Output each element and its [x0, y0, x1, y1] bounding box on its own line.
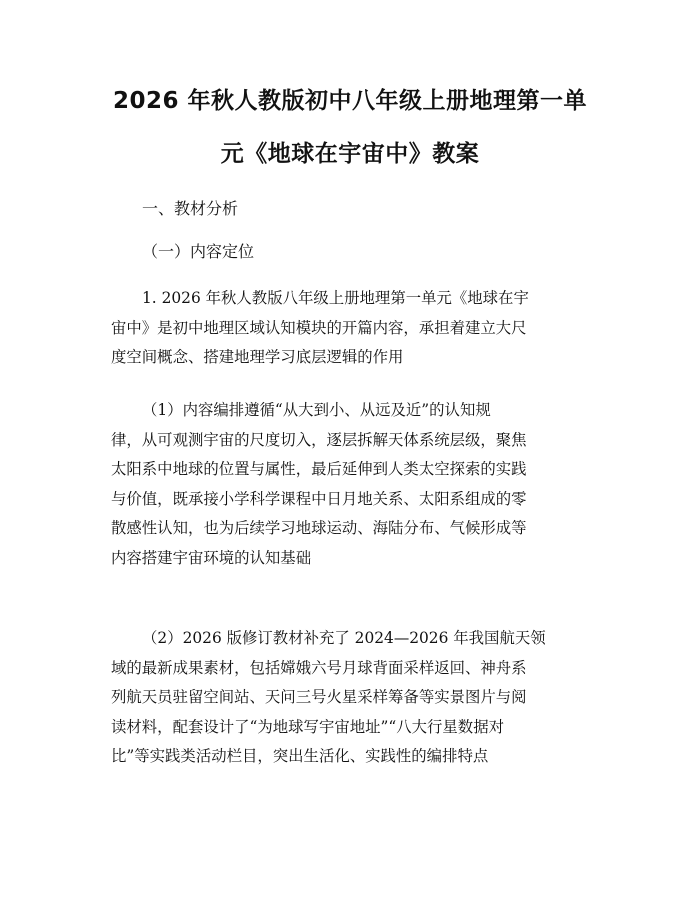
paragraph-3	[111, 624, 601, 772]
paragraph-line: 与价值，既承接小学科学课程中日月地关系、太阳系组成的零	[111, 489, 527, 508]
subsection-heading: （一）内容定位	[142, 242, 255, 261]
paragraph-line: （2）2026 版修订教材补充了 2024—2026 年我国航天领	[142, 629, 546, 647]
paragraph-line: 读材料，配套设计了“为地球写宇宙地址”“八大行星数据对	[111, 717, 504, 736]
paragraph-line: 比”等实践类活动栏目，突出生活化、实践性的编排特点	[111, 747, 489, 765]
paragraph-line: 度空间概念、搭建地理学习底层逻辑的作用	[111, 348, 404, 366]
paragraph-line: （1）内容编排遵循“从大到小、从远及近”的认知规	[142, 401, 491, 419]
section-heading: 一、教材分析	[142, 199, 239, 218]
paragraph-line: 列航天员驻留空间站、天问三号火星采样筹备等实景图片与阅	[111, 688, 527, 706]
paragraph-line: 内容搭建宇宙环境的认知基础	[111, 548, 312, 567]
paragraph-line: 律，从可观测宇宙的尺度切入，逐层拆解天体系统层级，聚焦	[111, 430, 527, 449]
paragraph-2	[111, 396, 601, 573]
paragraph-line: 宙中》是初中地理区域认知模块的开篇内容，承担着建立大尺	[111, 318, 527, 337]
paragraph-line: 太阳系中地球的位置与属性，最后延伸到人类太空探索的实践	[111, 460, 527, 478]
paragraph-line: 散感性认知，也为后续学习地球运动、海陆分布、气候形成等	[111, 519, 527, 537]
document-title-line-2: 元《地球在宇宙中》教案	[220, 141, 480, 167]
document-title-line-1: 2026 年秋人教版初中八年级上册地理第一单	[112, 88, 588, 114]
paragraph-1	[111, 284, 601, 373]
paragraph-line: 1. 2026 年秋人教版八年级上册地理第一单元《地球在宇	[142, 289, 529, 307]
paragraph-line: 域的最新成果素材，包括嫦娥六号月球背面采样返回、神舟系	[111, 658, 527, 677]
